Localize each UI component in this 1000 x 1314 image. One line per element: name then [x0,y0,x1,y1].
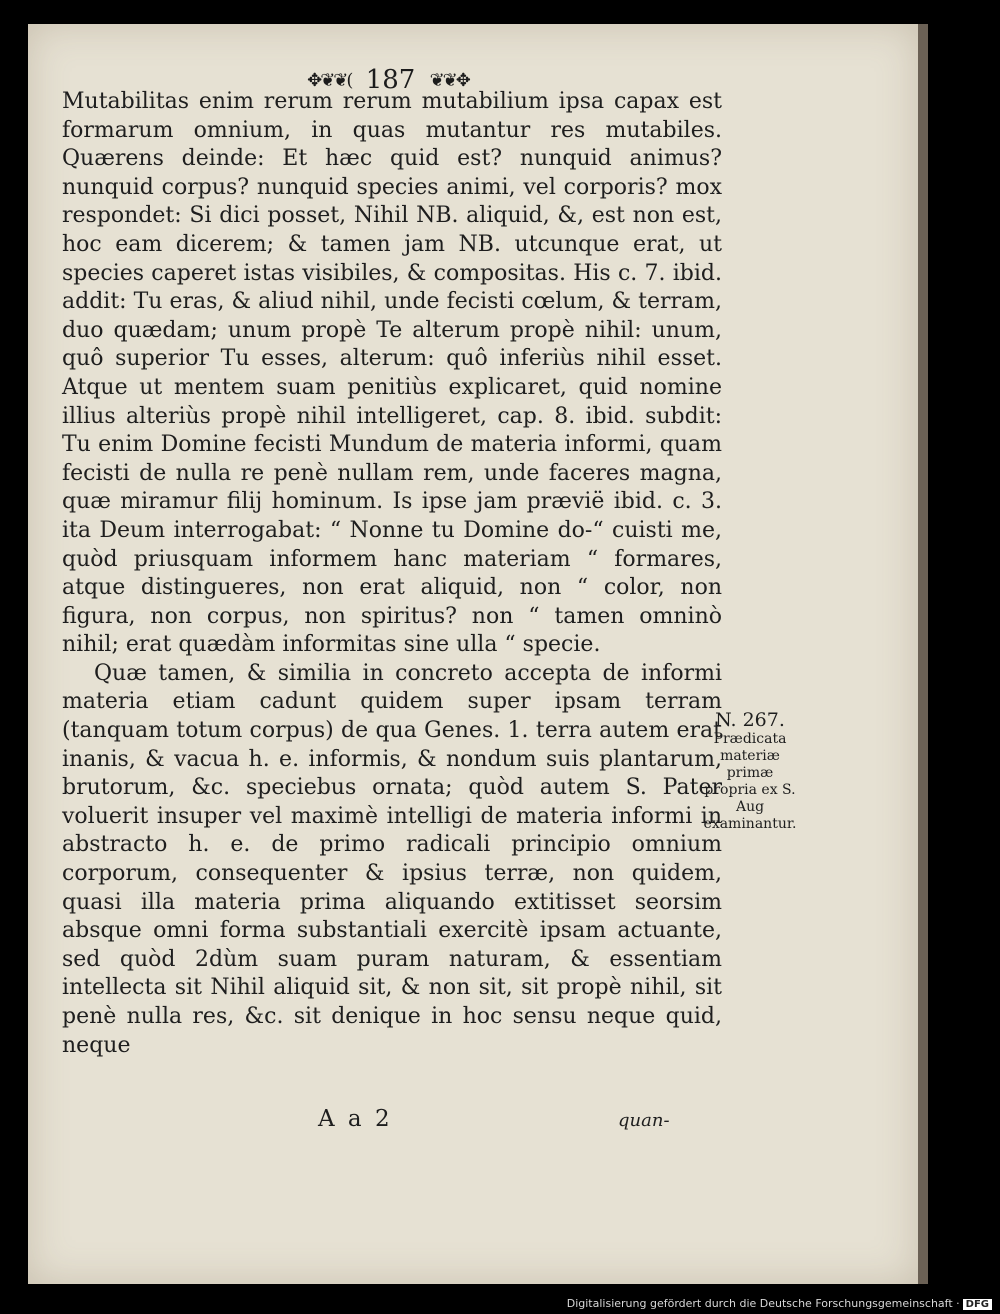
paragraph-2: Quæ tamen, & similia in concreto accepta de informi materia etiam cadunt quidem super ipsam terram (tanquam totum corpus) de qua Genes. 1. terra autem erat inanis, & vacua h. e. informis, & nondum suis plantarum, brutorum, &c. speciebus ornata; quòd autem S. Pater voluerit insuper vel maximè intelligi de materia informi in abstracto h. e. de primo radicali principio omnium corporum, consequenter & ipsius terræ, non quidem, quasi illa materia prima aliquando extitisset seorsim absque omni forma substantiali exercitè ipsam actuante, sed quòd 2dùm suam puram naturam, & essentiam intellecta sit Nihil aliquid sit, & non sit, sit propè nihil, sit penè nulla res, &c. sit denique in hoc sensu neque quid, neque [62,660,722,1058]
footer-text: Digitalisierung gefördert durch die Deutsche Forschungsgemeinschaft · [566,1297,960,1310]
paragraph-1: Mutabilitas enim rerum rerum mutabilium ipsa capax est formarum omnium, in quas mutantur res mutabiles. Quærens deinde: Et hæc quid est? nunquid animus? nunquid corpus? nunquid species animi, vel corporis? mox respondet: Si dici posset, Nihil NB. aliquid, &, est non est, hoc eam dicerem; & tamen jam NB. utcunque erat, ut species caperet istas visibiles, & compositas. His c. 7. ibid. addit: Tu eras, & aliud nihil, unde fecisti cœlum, & terram, duo quædam; unum propè Te alterum propè nihil: unum, quô superior Tu esses, alterum: quô inferiùs nihil esset. Atque ut mentem suam penitiùs explicaret, quid nomine illius alteriùs propè nihil intelligeret, cap. 8. ibid. subdit: Tu enim Domine fecisti Mundum de materia informi, quam fecisti de nulla re penè nullam rem, unde faceres magna, quæ miramur filij hominum. Is ipse jam prævië ibid. c. 3. ita Deum interrogabat: “ Nonne tu Domine do-“ cuisti me, quòd priusquam informem hanc materiam “ formares, atque distingueres, non erat aliquid, non “ color, non figura, non corpus, non spiritus? non “ tamen omninò nihil; erat quædàm informitas sine ulla “ specie. [62,89,722,658]
signature-mark: A a 2 [318,1106,393,1132]
footer-credit [567,1297,992,1310]
ornament-right: ❦❦✥ [429,69,469,91]
margin-note-number: N. 267. [715,709,785,731]
main-text [62,88,722,1060]
catchword: quan- [618,1110,670,1131]
margin-note [700,709,800,833]
dfg-logo: DFG [963,1299,992,1310]
ornament-left: ✥❦❦( [307,69,352,91]
page-number: 187 [365,65,416,95]
margin-note-text: Prædicata materiæ primæ propria ex S. Aug examinantur. [703,731,797,832]
